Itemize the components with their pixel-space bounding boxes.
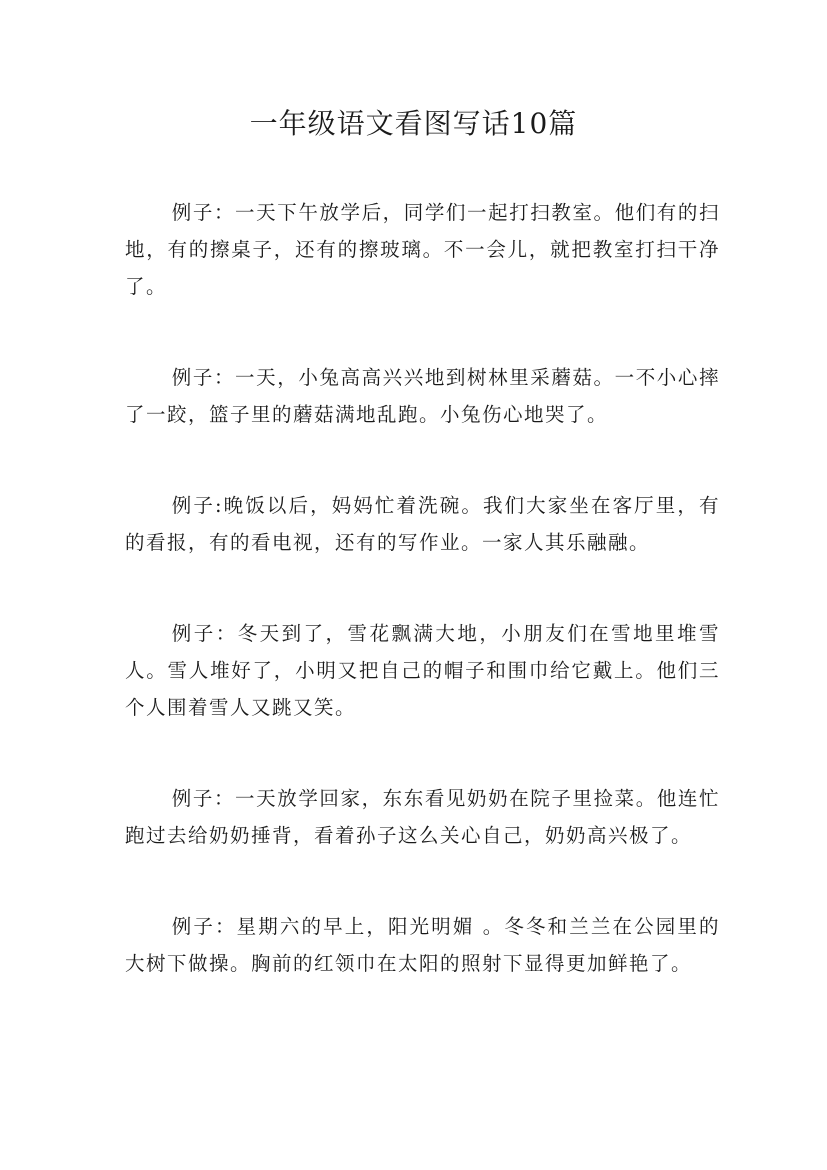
document-body [125, 194, 720, 1036]
paragraph-3: 例子:晚饭以后，妈妈忙着洗碗。我们大家坐在客厅里，有的看报，有的看电视，还有的写作业。一家人其乐融融。 [125, 494, 720, 554]
paragraph-1: 例子：一天下午放学后，同学们一起打扫教室。他们有的扫地，有的擦桌子，还有的擦玻璃。不一会儿，就把教室打扫干净了。 [125, 201, 720, 298]
paragraph-6: 例子：星期六的早上，阳光明媚 。冬冬和兰兰在公园里的大树下做操。胸前的红领巾在太阳的照射下显得更加鲜艳了。 [125, 915, 720, 975]
paragraph-2: 例子：一天，小兔高高兴兴地到树林里采蘑菇。一不小心摔了一跤，篮子里的蘑菇满地乱跑。小兔伤心地哭了。 [125, 366, 720, 426]
page-title: 一年级语文看图写话10篇 [249, 107, 578, 140]
paragraph-5: 例子：一天放学回家，东东看见奶奶在院子里捡菜。他连忙跑过去给奶奶捶背，看着孙子这么关心自己，奶奶高兴极了。 [125, 787, 720, 847]
paragraph-4: 例子：冬天到了，雪花飘满大地，小朋友们在雪地里堆雪人。雪人堆好了，小明又把自己的帽子和围巾给它戴上。他们三个人围着雪人又跳又笑。 [125, 622, 720, 719]
